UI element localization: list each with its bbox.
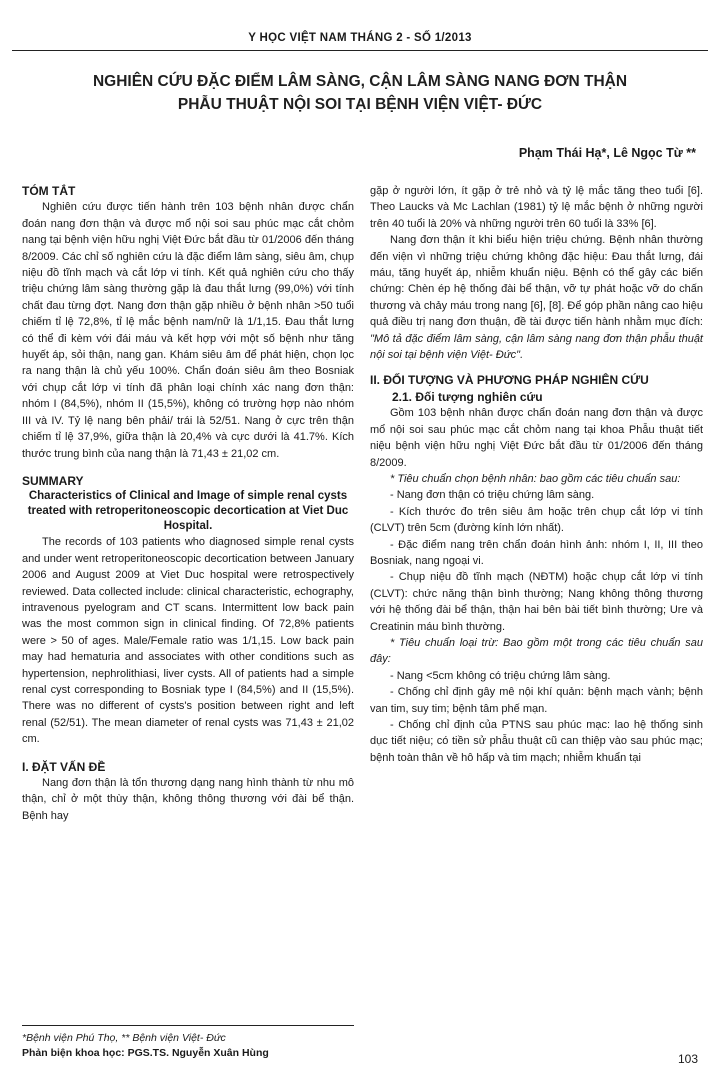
section-1-heading: I. ĐẶT VẤN ĐỀ	[22, 759, 106, 774]
inclusion-criteria-heading: * Tiêu chuẩn chọn bệnh nhân: bao gồm các tiêu chuẩn sau:	[390, 472, 681, 485]
journal-header: Y HỌC VIỆT NAM THÁNG 2 - SỐ 1/2013	[248, 32, 472, 44]
inclusion-criterion-1: - Nang đơn thận có triệu chứng lâm sàng.	[390, 489, 595, 502]
page-number: 103	[677, 1052, 698, 1066]
section-1-paragraph-1: Nang đơn thận là tổn thương dạng nang hình thành từ nhu mô thận, chỉ ở một thùy thận, không thông thương với đài bể thận. Bệnh hay	[22, 777, 354, 822]
section-1-paragraph-2-text: Nang đơn thận ít khi biểu hiện triệu chứng. Bệnh nhân thường đến viện vì những triệu chứng không đặc hiệu: Đau thắt lưng, đái máu, tăng huyết áp, nhiễm khuẩn niệu. Bệnh có thể gây các biến chứng: Chèn ép hệ thống đài bể thận, vỡ tự phát hoặc vỡ do chấn thương và chảy máu trong nang [6], [8]. Để góp phần nâng cao hiệu quả điều trị nang đơn thuận, đề tài được tiến hành nhằm mục đích:	[370, 234, 703, 329]
exclusion-criterion-2: - Chống chỉ định gây mê nội khí quản: bệnh mạch vành; bệnh van tim, suy tim; bệnh tâm phế mạn.	[370, 686, 703, 715]
header-rule	[12, 50, 708, 51]
abstract-vi-heading: TÓM TẮT	[22, 184, 76, 198]
abstract-vi-body: Nghiên cứu được tiến hành trên 103 bệnh nhân được chẩn đoán nang đơn thận và được mổ nội soi sau phúc mạc cắt chỏm nang tại bệnh viện hữu nghị Việt Đức bắt đầu từ 01/2006 đến tháng 8/2009. Các chỉ số nghiên cứu là đặc điểm lâm sàng, siêu âm, chụp niệu đồ tĩnh mạch và cắt lớp vi tính. Kết quả nghiên cứu cho thấy triệu chứng lâm sàng thường gặp là đau thắt lưng (99,0%) với tính chất đau từng đợt. Nang đơn thận gặp nhiều ở bệnh nhân >50 tuổi chiếm tỉ lệ 72,8%, tỉ lệ mắc bệnh nam/nữ là 1/1,15. Đau thắt lưng có thể đi kèm với đái máu và kết hợp với một số bệnh như tăng huyết áp, sỏi thận, nang gan. Khám siêu âm để phát hiện, chọn lọc ra nang thận là chủ yếu 100%. Chẩn đoán siêu âm theo Bosniak với chụp cắt lớp vi tính đã phân loại chính xác nang đơn thận: nhóm I (84,5%), nhóm II (15,5%), không có trường hợp nào nhóm III và IV. Tỷ lệ nang bên phải/ trái là 52/51. Nang ở cực trên thận chiếm tỉ lệ 37,9%, giữa thận là 20,4% và cực dưới là 41.7%. Kích thước trung bình của nang thận là 71,43 ± 21,02 cm.	[22, 201, 354, 460]
subsection-2-1-heading: 2.1. Đối tượng nghiên cứu	[392, 389, 543, 404]
left-column	[22, 183, 354, 824]
footnote-affiliation: *Bệnh viện Phú Thọ, ** Bệnh viện Việt- Đức	[22, 1032, 226, 1044]
section-1-paragraph-1-cont: gặp ở người lớn, ít gặp ở trẻ nhỏ và tỷ lệ mắc tăng theo tuổi [6]. Theo Laucks và Mc Lachlan (1981) tỷ lệ mắc bệnh ở những người trên 40 tuổi là 20% và những người trên 60 tuổi là 33% [6].	[370, 185, 703, 230]
right-column	[370, 183, 703, 766]
exclusion-criterion-1: - Nang <5cm không có triệu chứng lâm sàng.	[390, 669, 611, 682]
study-aim-quote: "Mô tả đặc điểm lâm sàng, cận lâm sàng nang đơn thận phẫu thuật nội soi tại bệnh viện Việt- Đức".	[370, 332, 703, 362]
inclusion-criterion-2: - Kích thước đo trên siêu âm hoặc trên chụp cắt lớp vi tính (CLVT) trên 5cm (đường kính lớn nhất).	[370, 505, 703, 535]
section-1-paragraph-2	[370, 232, 703, 363]
section-2-heading: II. ĐỐI TƯỢNG VÀ PHƯƠNG PHÁP NGHIÊN CỨU	[370, 373, 649, 388]
summary-heading: SUMMARY	[22, 473, 84, 488]
title-line-1: NGHIÊN CỨU ĐẶC ĐIỂM LÂM SÀNG, CẬN LÂM SÀNG NANG ĐƠN THẬN	[92, 73, 628, 90]
title-line-2: PHẪU THUẬT NỘI SOI TẠI BỆNH VIỆN VIỆT- ĐỨC	[177, 96, 543, 113]
footnote-rule	[22, 1025, 354, 1026]
article-title	[30, 70, 690, 116]
exclusion-criteria-heading: * Tiêu chuẩn loại trừ: Bao gồm một trong các tiêu chuẩn sau đây:	[370, 636, 703, 666]
inclusion-criterion-4: - Chụp niệu đồ tĩnh mạch (NĐTM) hoặc chụp cắt lớp vi tính (CLVT): chức năng thận bình thường; Nang không thông thương với hệ thống đài bể thận, thận hai bên bài tiết bình thường; Ure và Creatinin máu bình thường.	[370, 571, 703, 633]
inclusion-criterion-3: - Đặc điểm nang trên chẩn đoán hình ảnh: nhóm I, II, III theo Bosniak, nang ngoại vi.	[370, 538, 703, 567]
authors: Phạm Thái Hạ*, Lê Ngọc Từ **	[518, 146, 696, 160]
section-2-paragraph-1: Gồm 103 bệnh nhân được chẩn đoán nang đơn thận và được mổ nội soi sau phúc mạc cắt chỏm nang tại khoa Phẫu thuật tiết niệu bệnh viện hữu nghị Việt Đức bắt đầu từ 01/2006 đến tháng 8/2009.	[370, 407, 703, 469]
footnote-reviewer: Phản biện khoa học: PGS.TS. Nguyễn Xuân Hùng	[22, 1047, 269, 1059]
summary-title: Characteristics of Clinical and Image of simple renal cysts treated with retroperitoneoscopic decortication at Viet Duc Hospital.	[27, 490, 349, 533]
exclusion-criterion-3: - Chống chỉ định của PTNS sau phúc mạc: lao hệ thống sinh dục tiết niệu; có tiền sử phẫu thuật cũ can thiệp vào sau phúc mạc; bệnh toàn thân về hô hấp và tim mạch; nhiễm khuẩn tại	[370, 719, 703, 764]
summary-body: The records of 103 patients who diagnosed simple renal cysts and under went retroperitoneoscopic decortication between January 2006 and August 2009 at Viet Duc hospital were retrospectively reviewed. Data collected include: clinical characteristic, echography, intravenous pyelogram and CT scans. Intermittent low back pain was the most common sign in clinical finding. Of 72,8% patients were > 50 of ages. Male/Female ratio was 1/1,15. Low back pain may had hematuria and associates with other conditions such as hypertension, nephrolithiasi, liver cysts. All of patients had a simple renal cyst corresponding to Bosniak type I (84,5%) and II (15,5%). There was no different of cysts's position between right and left renal (52/51). The mean diameter of renal cysts was 71,43 ± 21,02 cm.	[22, 536, 354, 746]
